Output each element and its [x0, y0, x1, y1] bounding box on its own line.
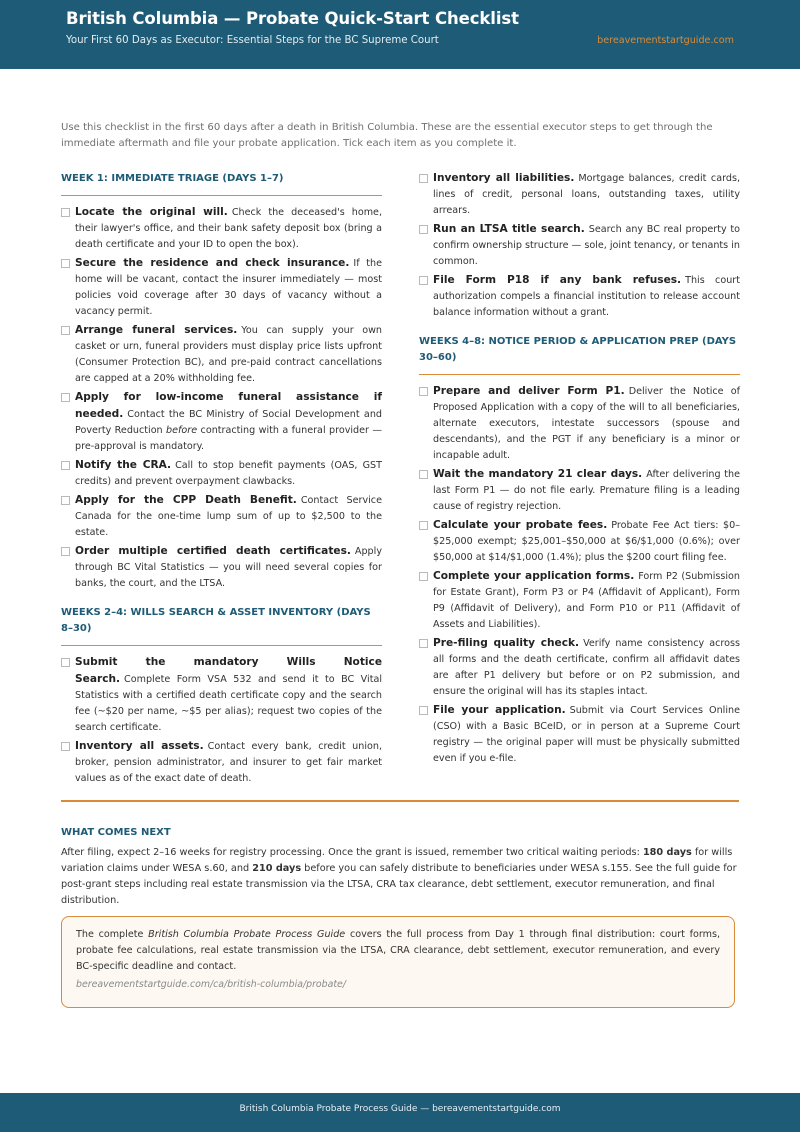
- checkbox[interactable]: [61, 496, 70, 505]
- item-lead: Calculate your probate fees.: [433, 519, 608, 531]
- callout-guide-title: British Columbia Probate Process Guide: [148, 929, 346, 940]
- checkbox[interactable]: [419, 276, 428, 285]
- left-column: [61, 170, 382, 789]
- checkbox[interactable]: [419, 521, 428, 530]
- page-subtitle: Your First 60 Days as Executor: Essential Steps for the BC Supreme Court: [66, 35, 439, 46]
- next-text-part: After filing, expect 2–16 weeks for registry processing. Once the grant is issued, remember two critical waiting periods:: [61, 847, 643, 858]
- checkbox[interactable]: [61, 658, 70, 667]
- checkbox[interactable]: [419, 470, 428, 479]
- item-text: Apply through BC Vital Statistics — you will need several copies for banks, the court, and the LTSA.: [75, 546, 382, 589]
- intro-text: Use this checklist in the first 60 days after a death in British Columbia. These are the essential executor steps to get through the immediate aftermath and file your probate application. Tick each item as you complete it.: [61, 122, 713, 149]
- item-lead: Complete your application forms.: [433, 570, 635, 582]
- item-text: contracting with a funeral provider — pre-approval is mandatory.: [75, 425, 382, 452]
- item-text: Mortgage balances, credit cards, lines of credit, personal loans, outstanding taxes, utility arrears.: [433, 173, 740, 216]
- item-text: Probate Fee Act tiers: $0–$25,000 exempt; $25,001–$50,000 at $6/$1,000 (0.6%); over $50,000 at $14/$1,000 (1.4%); plus the $200 court filing fee.: [433, 520, 741, 563]
- item-emphasis: before: [166, 425, 198, 436]
- checkbox[interactable]: [61, 208, 70, 217]
- checkbox[interactable]: [61, 259, 70, 268]
- item-text: Contact Service Canada for the one-time lump sum of up to $2,500 to the estate.: [75, 495, 382, 538]
- checkbox[interactable]: [419, 639, 428, 648]
- page-header: [0, 0, 800, 69]
- what-comes-next-heading: WHAT COMES NEXT: [61, 827, 171, 838]
- checklist-item: [419, 466, 740, 515]
- section-divider: [61, 800, 739, 802]
- checklist-item: [419, 272, 740, 321]
- callout-text: [76, 927, 720, 975]
- footer-text: British Columbia Probate Process Guide — bereavementstartguide.com: [239, 1104, 561, 1114]
- checklist-item: [61, 204, 382, 253]
- item-text: This court authorization compels a financial institution to release account balance information without a grant.: [433, 275, 740, 318]
- checkbox[interactable]: [419, 387, 428, 396]
- item-text: Call to stop benefit payments (OAS, GST credits) and prevent overpayment clawbacks.: [75, 460, 382, 487]
- checkbox[interactable]: [61, 326, 70, 335]
- page-footer: [0, 1093, 800, 1132]
- item-text: After delivering the last Form P1 — do not file early. Premature filing is a leading cause of registry rejection.: [433, 469, 740, 512]
- item-lead: Order multiple certified death certificates.: [75, 545, 351, 557]
- item-text: Deliver the Notice of Proposed Application with a copy of the will to all beneficiaries, alternate executors, intestate successors (spouse and descendants), and the PGT if any beneficiary is a minor or incapable adult.: [433, 386, 740, 461]
- item-lead: Inventory all liabilities.: [433, 172, 575, 184]
- item-text: Submit via Court Services Online (CSO) with a Basic BCeID, or in person at a Supreme Court registry — the original paper will must be physically submitted even if you e-file.: [433, 705, 740, 764]
- checklist-item: [419, 517, 740, 566]
- item-lead: Prepare and deliver Form P1.: [433, 385, 625, 397]
- checklist-item: [61, 457, 382, 490]
- callout-guide-link[interactable]: bereavementstartguide.com/ca/british-columbia/probate/: [76, 979, 346, 990]
- item-text: You can supply your own casket or urn, funeral providers must display price lists upfront (Consumer Protection BC), and pre-paid contract cancellations are capped at a 20% withholding fee.: [75, 325, 382, 384]
- checklist-item: [419, 383, 740, 464]
- checkbox[interactable]: [61, 547, 70, 556]
- item-lead: Wait the mandatory 21 clear days.: [433, 468, 643, 480]
- item-lead: File Form P18 if any bank refuses.: [433, 274, 682, 286]
- checklist-item: [419, 221, 740, 270]
- item-lead: Apply for low-income funeral assistance if needed.: [75, 391, 382, 420]
- next-bold-180: 180 days: [642, 847, 692, 858]
- what-comes-next-text: [61, 845, 739, 909]
- checkbox[interactable]: [61, 393, 70, 402]
- item-text: Verify name consistency across all forms and the death certificate, confirm all affidavit dates are after P1 delivery but before or on P2 submission, and ensure the original will has its staples intact.: [433, 638, 740, 697]
- page-title: British Columbia — Probate Quick-Start Checklist: [66, 9, 519, 28]
- section-heading-week1: WEEK 1: IMMEDIATE TRIAGE (DAYS 1–7): [61, 170, 382, 196]
- right-column: [419, 170, 740, 769]
- checkbox[interactable]: [419, 174, 428, 183]
- header-site-link[interactable]: bereavementstartguide.com: [597, 35, 734, 46]
- checklist-item: [61, 389, 382, 455]
- item-text: Search any BC real property to confirm ownership structure — sole, joint tenancy, or tenants in common.: [433, 224, 740, 267]
- checkbox[interactable]: [61, 461, 70, 470]
- checklist-item: [419, 568, 740, 633]
- item-text: Complete Form VSA 532 and send it to BC Vital Statistics with a certified death certificate copy and the search fee (~$20 per name, ~$5 per alias); request two copies of the search certificate.: [75, 674, 382, 733]
- item-text: Contact every bank, credit union, broker, pension administrator, and insurer to get fair market values as of the exact date of death.: [75, 741, 382, 784]
- checklist-item: [61, 492, 382, 541]
- item-lead: Secure the residence and check insurance.: [75, 257, 350, 269]
- item-lead: Notify the CRA.: [75, 459, 172, 471]
- item-lead: Arrange funeral services.: [75, 324, 238, 336]
- item-text: Check the deceased's home, their lawyer's office, and their bank safety deposit box (bring a death certificate and your ID to open the box).: [75, 207, 383, 250]
- callout-text-part: covers the full process from Day 1 through final distribution: court forms, probate fee calculations, real estate transmission via the LTSA, CRA clearance, debt settlement, executor remuneration, and every BC-specific deadline and contact.: [76, 929, 721, 972]
- next-text-part: for wills variation claims under WESA s.60, and: [61, 847, 733, 874]
- checklist-item: [61, 255, 382, 320]
- item-lead: Inventory all assets.: [75, 740, 204, 752]
- checklist-item: [419, 170, 740, 219]
- checkbox[interactable]: [419, 572, 428, 581]
- guide-callout-box: [61, 916, 735, 1008]
- item-lead: Pre-filing quality check.: [433, 637, 580, 649]
- next-text-part: before you can safely distribute to beneficiaries under WESA s.155. See the full guide for post-grant steps including real estate transmission via the LTSA, CRA tax clearance, debt settlement, executor remuneration, and final distribution.: [61, 863, 737, 906]
- checklist-item: [419, 635, 740, 700]
- item-lead: Apply for the CPP Death Benefit.: [75, 494, 297, 506]
- callout-text-part: The complete: [76, 929, 149, 940]
- checklist-item: [61, 654, 382, 736]
- item-text: Form P2 (Submission for Estate Grant), Form P3 or P4 (Affidavit of Applicant), Form P9 (Affidavit of Delivery), and Form P10 or P11 (Affidavit of Assets and Liabilities).: [433, 571, 740, 630]
- item-lead: Locate the original will.: [75, 206, 228, 218]
- checkbox[interactable]: [61, 742, 70, 751]
- section-heading-weeks2-4: WEEKS 2–4: WILLS SEARCH & ASSET INVENTORY (DAYS 8–30): [61, 604, 382, 646]
- checkbox[interactable]: [419, 225, 428, 234]
- section-heading-weeks4-8: WEEKS 4–8: NOTICE PERIOD & APPLICATION PREP (DAYS 30–60): [419, 333, 740, 375]
- checklist-item: [61, 543, 382, 592]
- item-lead: Submit the mandatory Wills Notice Search.: [75, 656, 382, 685]
- checkbox[interactable]: [419, 706, 428, 715]
- item-text: If the home will be vacant, contact the insurer immediately — most policies void coverage after 30 days of vacancy without a vacancy permit.: [75, 258, 382, 317]
- next-bold-210: 210 days: [252, 863, 302, 874]
- item-lead: Run an LTSA title search.: [433, 223, 585, 235]
- item-lead: File your application.: [433, 704, 566, 716]
- checklist-item: [61, 322, 382, 387]
- checklist-item: [419, 702, 740, 767]
- item-text: Contact the BC Ministry of Social Development and Poverty Reduction: [75, 409, 382, 436]
- checklist-item: [61, 738, 382, 787]
